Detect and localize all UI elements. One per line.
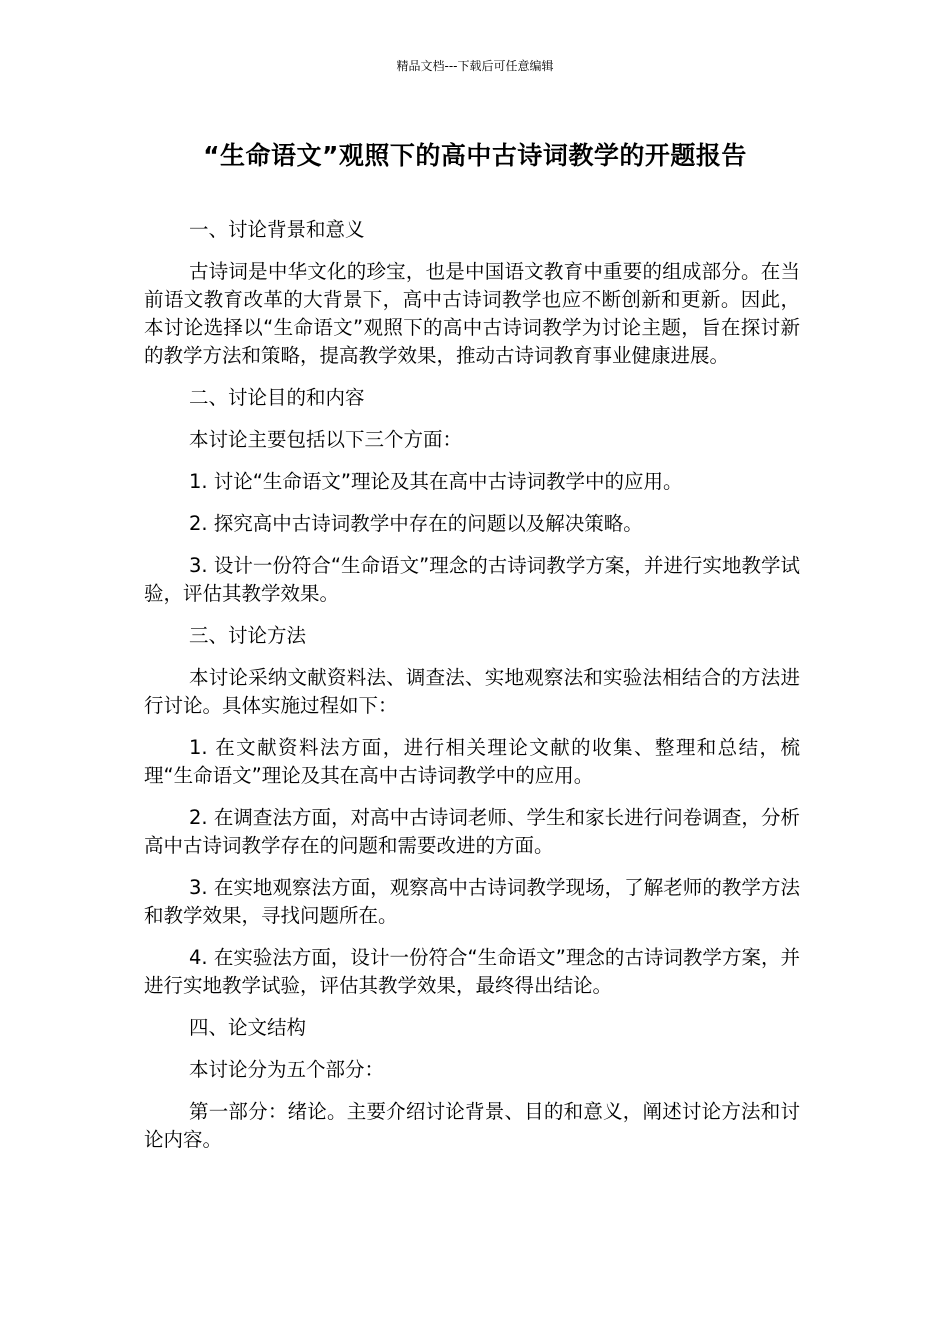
paragraph-background: 古诗词是中华文化的珍宝，也是中国语文教育中重要的组成部分。在当前语文教育改革的大背景下，高中古诗词教学也应不断创新和更新。因此，本讨论选择以“生命语文”观照下的高中古诗词教学为讨论主题，旨在探讨新的教学方法和策略，提高教学效果，推动古诗词教育事业健康进展。: [144, 260, 800, 367]
section-heading-purpose: 二、讨论目的和内容: [189, 386, 365, 409]
document-title: “生命语文”观照下的高中古诗词教学的开题报告: [203, 141, 747, 170]
paragraph-purpose-intro: 本讨论主要包括以下三个方面：: [189, 428, 463, 451]
paragraph-structure-part-1: 第一部分：绪论。主要介绍讨论背景、目的和意义，阐述讨论方法和讨论内容。: [144, 1100, 800, 1151]
section-heading-structure: 四、论文结构: [189, 1016, 307, 1039]
section-heading-background: 一、讨论背景和意义: [189, 218, 365, 241]
list-item-method-3: 3. 在实地观察法方面，观察高中古诗词教学现场，了解老师的教学方法和教学效果，寻找问题所在。: [144, 876, 800, 927]
header-note: 精品文档---下载后可任意编辑: [396, 59, 554, 73]
document-body: [144, 216, 800, 1168]
section-heading-method: 三、讨论方法: [189, 624, 307, 647]
list-item-purpose-1: 1. 讨论“生命语文”理论及其在高中古诗词教学中的应用。: [189, 470, 683, 493]
paragraph-structure-intro: 本讨论分为五个部分：: [189, 1058, 385, 1081]
list-item-method-4: 4. 在实验法方面，设计一份符合“生命语文”理念的古诗词教学方案，并进行实地教学试验，评估其教学效果，最终得出结论。: [144, 946, 800, 997]
list-item-purpose-3: 3. 设计一份符合“生命语文”理念的古诗词教学方案，并进行实地教学试验，评估其教学效果。: [144, 554, 800, 605]
list-item-purpose-2: 2. 探究高中古诗词教学中存在的问题以及解决策略。: [189, 512, 643, 535]
list-item-method-1: 1. 在文献资料法方面，进行相关理论文献的收集、整理和总结，梳理“生命语文”理论及其在高中古诗词教学中的应用。: [144, 736, 800, 787]
list-item-method-2: 2. 在调查法方面，对高中古诗词老师、学生和家长进行问卷调查，分析高中古诗词教学存在的问题和需要改进的方面。: [144, 806, 800, 857]
paragraph-method-intro: 本讨论采纳文献资料法、调查法、实地观察法和实验法相结合的方法进行讨论。具体实施过程如下：: [144, 666, 800, 717]
